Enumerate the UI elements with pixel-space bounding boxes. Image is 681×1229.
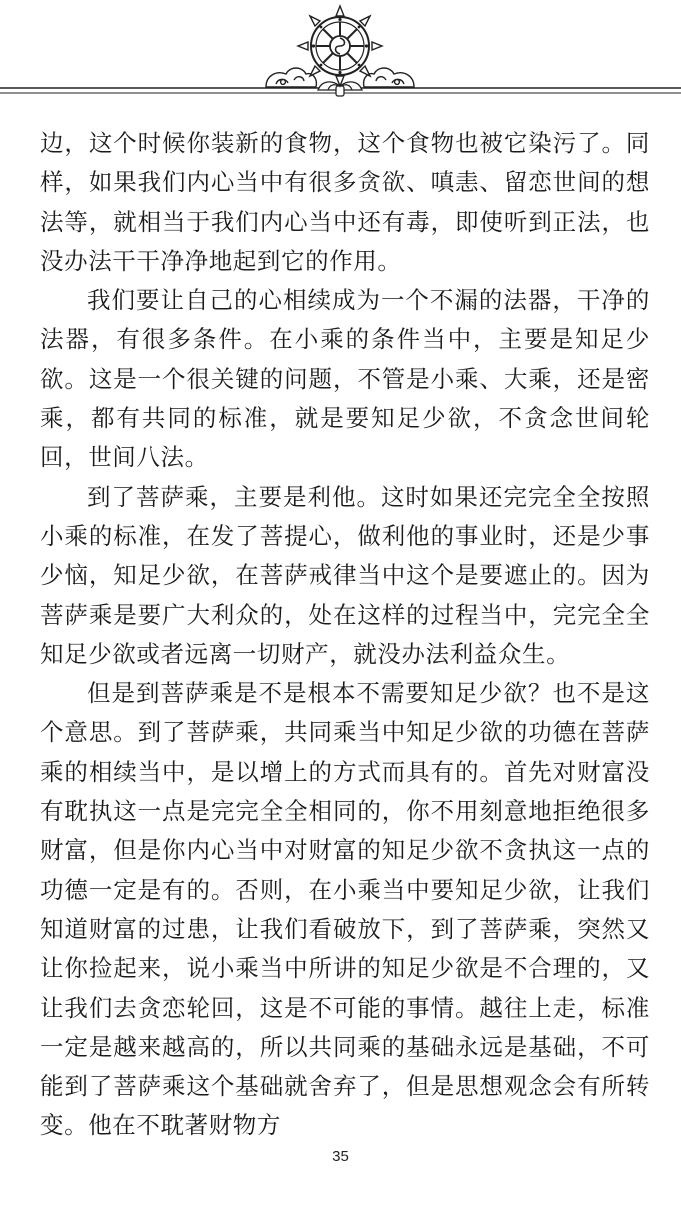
page-number: 35 xyxy=(332,1148,349,1165)
paragraph-3: 到了菩萨乘，主要是利他。这时如果还完完全全按照小乘的标准，在发了菩提心，做利他的事业时，还是少事少恼，知足少欲，在菩萨戒律当中这个是要遮止的。因为菩萨乘是要广大利众的，处在这样的过程当中，完完全全知足少欲或者远离一切财产，就没办法利益众生。 xyxy=(40,482,650,668)
paragraph-2: 我们要让自己的心相续成为一个不漏的法器，干净的法器，有很多条件。在小乘的条件当中，主要是知足少欲。这是一个很关键的问题，不管是小乘、大乘，还是密乘，都有共同的标准，就是要知足少欲，不贪念世间轮回，世间八法。 xyxy=(40,286,650,472)
header-ornament xyxy=(0,0,681,110)
paragraph-1: 边，这个时候你装新的食物，这个食物也被它染污了。同样，如果我们内心当中有很多贪欲、嗔恚、留恋世间的想法等，就相当于我们内心当中还有毒，即使听到正法，也没办法干干净净地起到它的作用。 xyxy=(40,129,650,275)
dharma-wheel-icon xyxy=(0,0,681,110)
paragraph-4: 但是到菩萨乘是不是根本不需要知足少欲？也不是这个意思。到了菩萨乘，共同乘当中知足少欲的功德在菩萨乘的相续当中，是以增上的方式而具有的。首先对财富没有耽执这一点是完完全全相同的，你不用刻意地拒绝很多财富，但是你内心当中对财富的知足少欲不贪执这一点的功德一定是有的。否则，在小乘当中要知足少欲，让我们知道财富的过患，让我们看破放下，到了菩萨乘，突然又让你捡起来，说小乘当中所讲的知足少欲是不合理的，又让我们去贪恋轮回，这是不可能的事情。越往上走，标准一定是越来越高的，所以共同乘的基础永远是基础，不可能到了菩萨乘这个基础就舍弃了，但是思想观念会有所转变。他在不耽著财物方 xyxy=(40,679,650,1140)
body-text xyxy=(40,124,650,1146)
